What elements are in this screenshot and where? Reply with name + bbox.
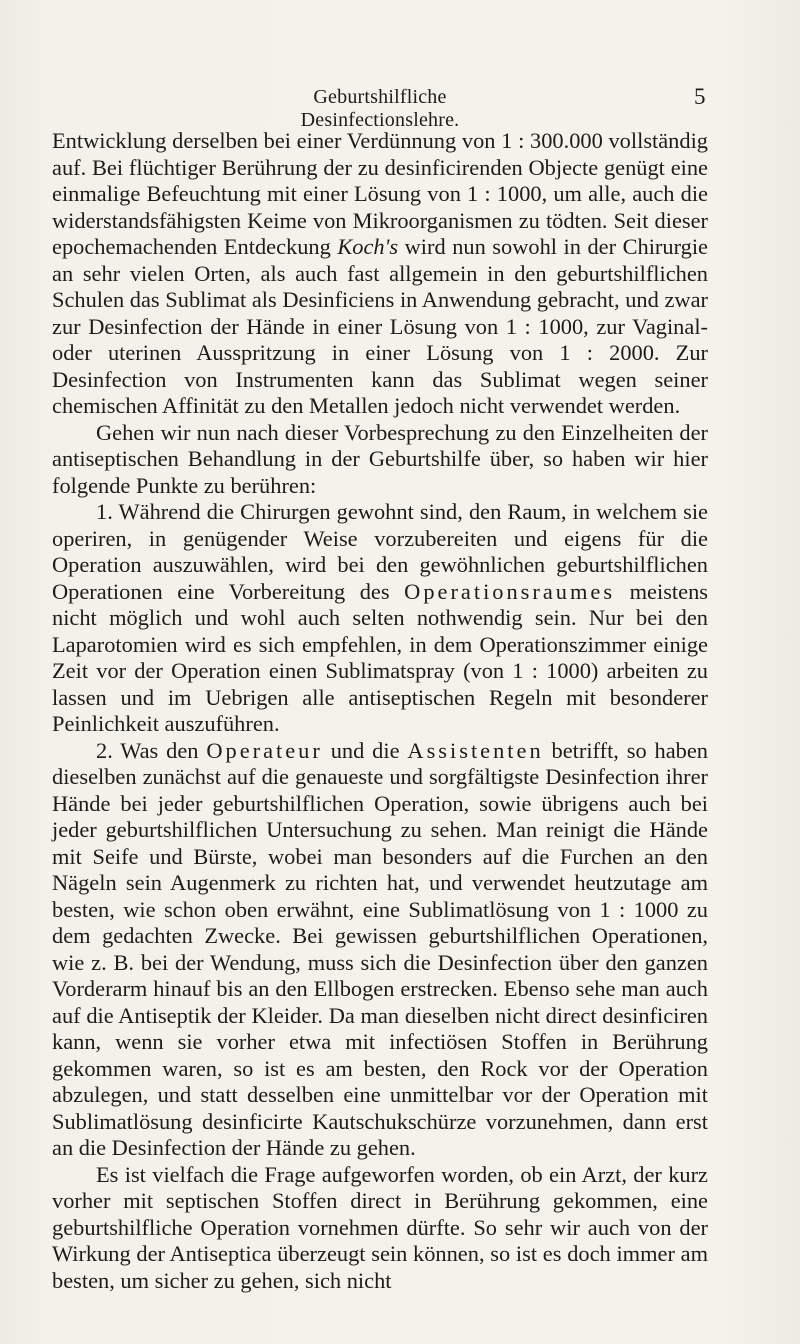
text-segment: 1. Während die Chirurgen gewohnt sind, den Raum, in welchem sie operiren, in genügender Weise vorzubereiten und eigens für die Operation auszuwählen, wird bei den gewöhnlichen geburtshilflichen Operationen eine Vorbereitung des (52, 499, 708, 604)
text-segment: und die (322, 737, 408, 763)
author-name: Koch's (337, 234, 399, 259)
running-header: Geburtshilfliche Desinfectionslehre. (300, 86, 460, 131)
body-text (52, 128, 708, 1294)
paragraph-4 (52, 738, 708, 1162)
spaced-term: Assistenten (407, 737, 544, 763)
text-segment: 2. Was den (96, 737, 207, 763)
text-segment: Gehen wir nun nach dieser Vorbesprechung zu den Einzelheiten der antiseptischen Behandlung in der Geburtshilfe über, so haben wir hier folgende Punkte zu berühren: (52, 419, 708, 498)
paragraph-5 (52, 1162, 708, 1295)
spaced-term: Operationsraumes (404, 578, 616, 604)
paragraph-2 (52, 420, 708, 500)
text-segment: betrifft, so haben dieselben zunächst auf die genaueste und sorgfältigste Desinfection ihrer Hände bei jeder geburtshilflichen Operation, sowie übrigens auch bei jeder geburtshilflichen Untersuchung zu sehen. Man reinigt die Hände mit Seife und Bürste, wobei man besonders auf die Furchen an den Nägeln sein Augenmerk zu richten hat, und verwendet heutzutage am besten, wie schon oben erwähnt, eine Sublimatlösung von 1 : 1000 zu dem gedachten Zwecke. Bei gewissen geburtshilflichen Operationen, wie z. B. bei der Wendung, muss sich die Desinfection über den ganzen Vorderarm hinauf bis an den Ellbogen erstrecken. Ebenso sehe man auch auf die Antiseptik der Kleider. Da man dieselben nicht direct desinficiren kann, wenn sie vorher etwa mit infectiösen Stoffen in Berührung gekommen waren, so ist es am besten, den Rock vor der Operation abzulegen, und statt desselben eine unmittelbar vor der Operation mit Sublimatlösung desinficirte Kautschukschürze vorzunehmen, dann erst an die Desinfection der Hände zu gehen. (52, 737, 708, 1160)
text-segment: wird nun sowohl in der Chirurgie an sehr vielen Orten, als auch fast allgemein in den geburtshilflichen Schulen das Sublimat als Desinficiens in Anwendung gebracht, und zwar zur Desinfection der Hände in einer Lösung von 1 : 1000, zur Vaginal- oder uterinen Ausspritzung in einer Lösung von 1 : 2000. Zur Desinfection von Instrumenten kann das Sublimat wegen seiner chemischen Affinität zu den Metallen jedoch nicht verwendet werden. (52, 234, 708, 418)
text-segment: Es ist vielfach die Frage aufgeworfen worden, ob ein Arzt, der kurz vorher mit septischen Stoffen direct in Berührung gekommen, eine geburtshilfliche Operation vornehmen dürfte. So sehr wir auch von der Wirkung der Antiseptica überzeugt sein können, so ist es doch immer am besten, um sicher zu gehen, sich nicht (52, 1161, 708, 1293)
spaced-term: Operateur (206, 737, 323, 763)
paragraph-3 (52, 499, 708, 738)
text-segment: Entwicklung derselben bei einer Verdünnung von 1 : 300.000 vollständig auf. Bei flüchtiger Berührung der zu desinficirenden Objecte genügt eine einmalige Befeuchtung mit einer Lösung von 1 : 1000, um alle, auch die widerstandsfähigsten Keime von Mikroorganismen zu tödten. Seit dieser epochemachenden Entdeckung (52, 128, 708, 259)
page-number: 5 (694, 84, 706, 109)
text-segment: meistens nicht möglich und wohl auch selten nothwendig sein. Nur bei den Laparotomien wird es sich empfehlen, in dem Operationszimmer einige Zeit vor der Operation einen Sublimatspray (von 1 : 1000) arbeiten zu lassen und im Uebrigen alle antiseptischen Regeln mit besonderer Peinlichkeit auszuführen. (52, 578, 708, 736)
paragraph-1 (52, 128, 708, 420)
